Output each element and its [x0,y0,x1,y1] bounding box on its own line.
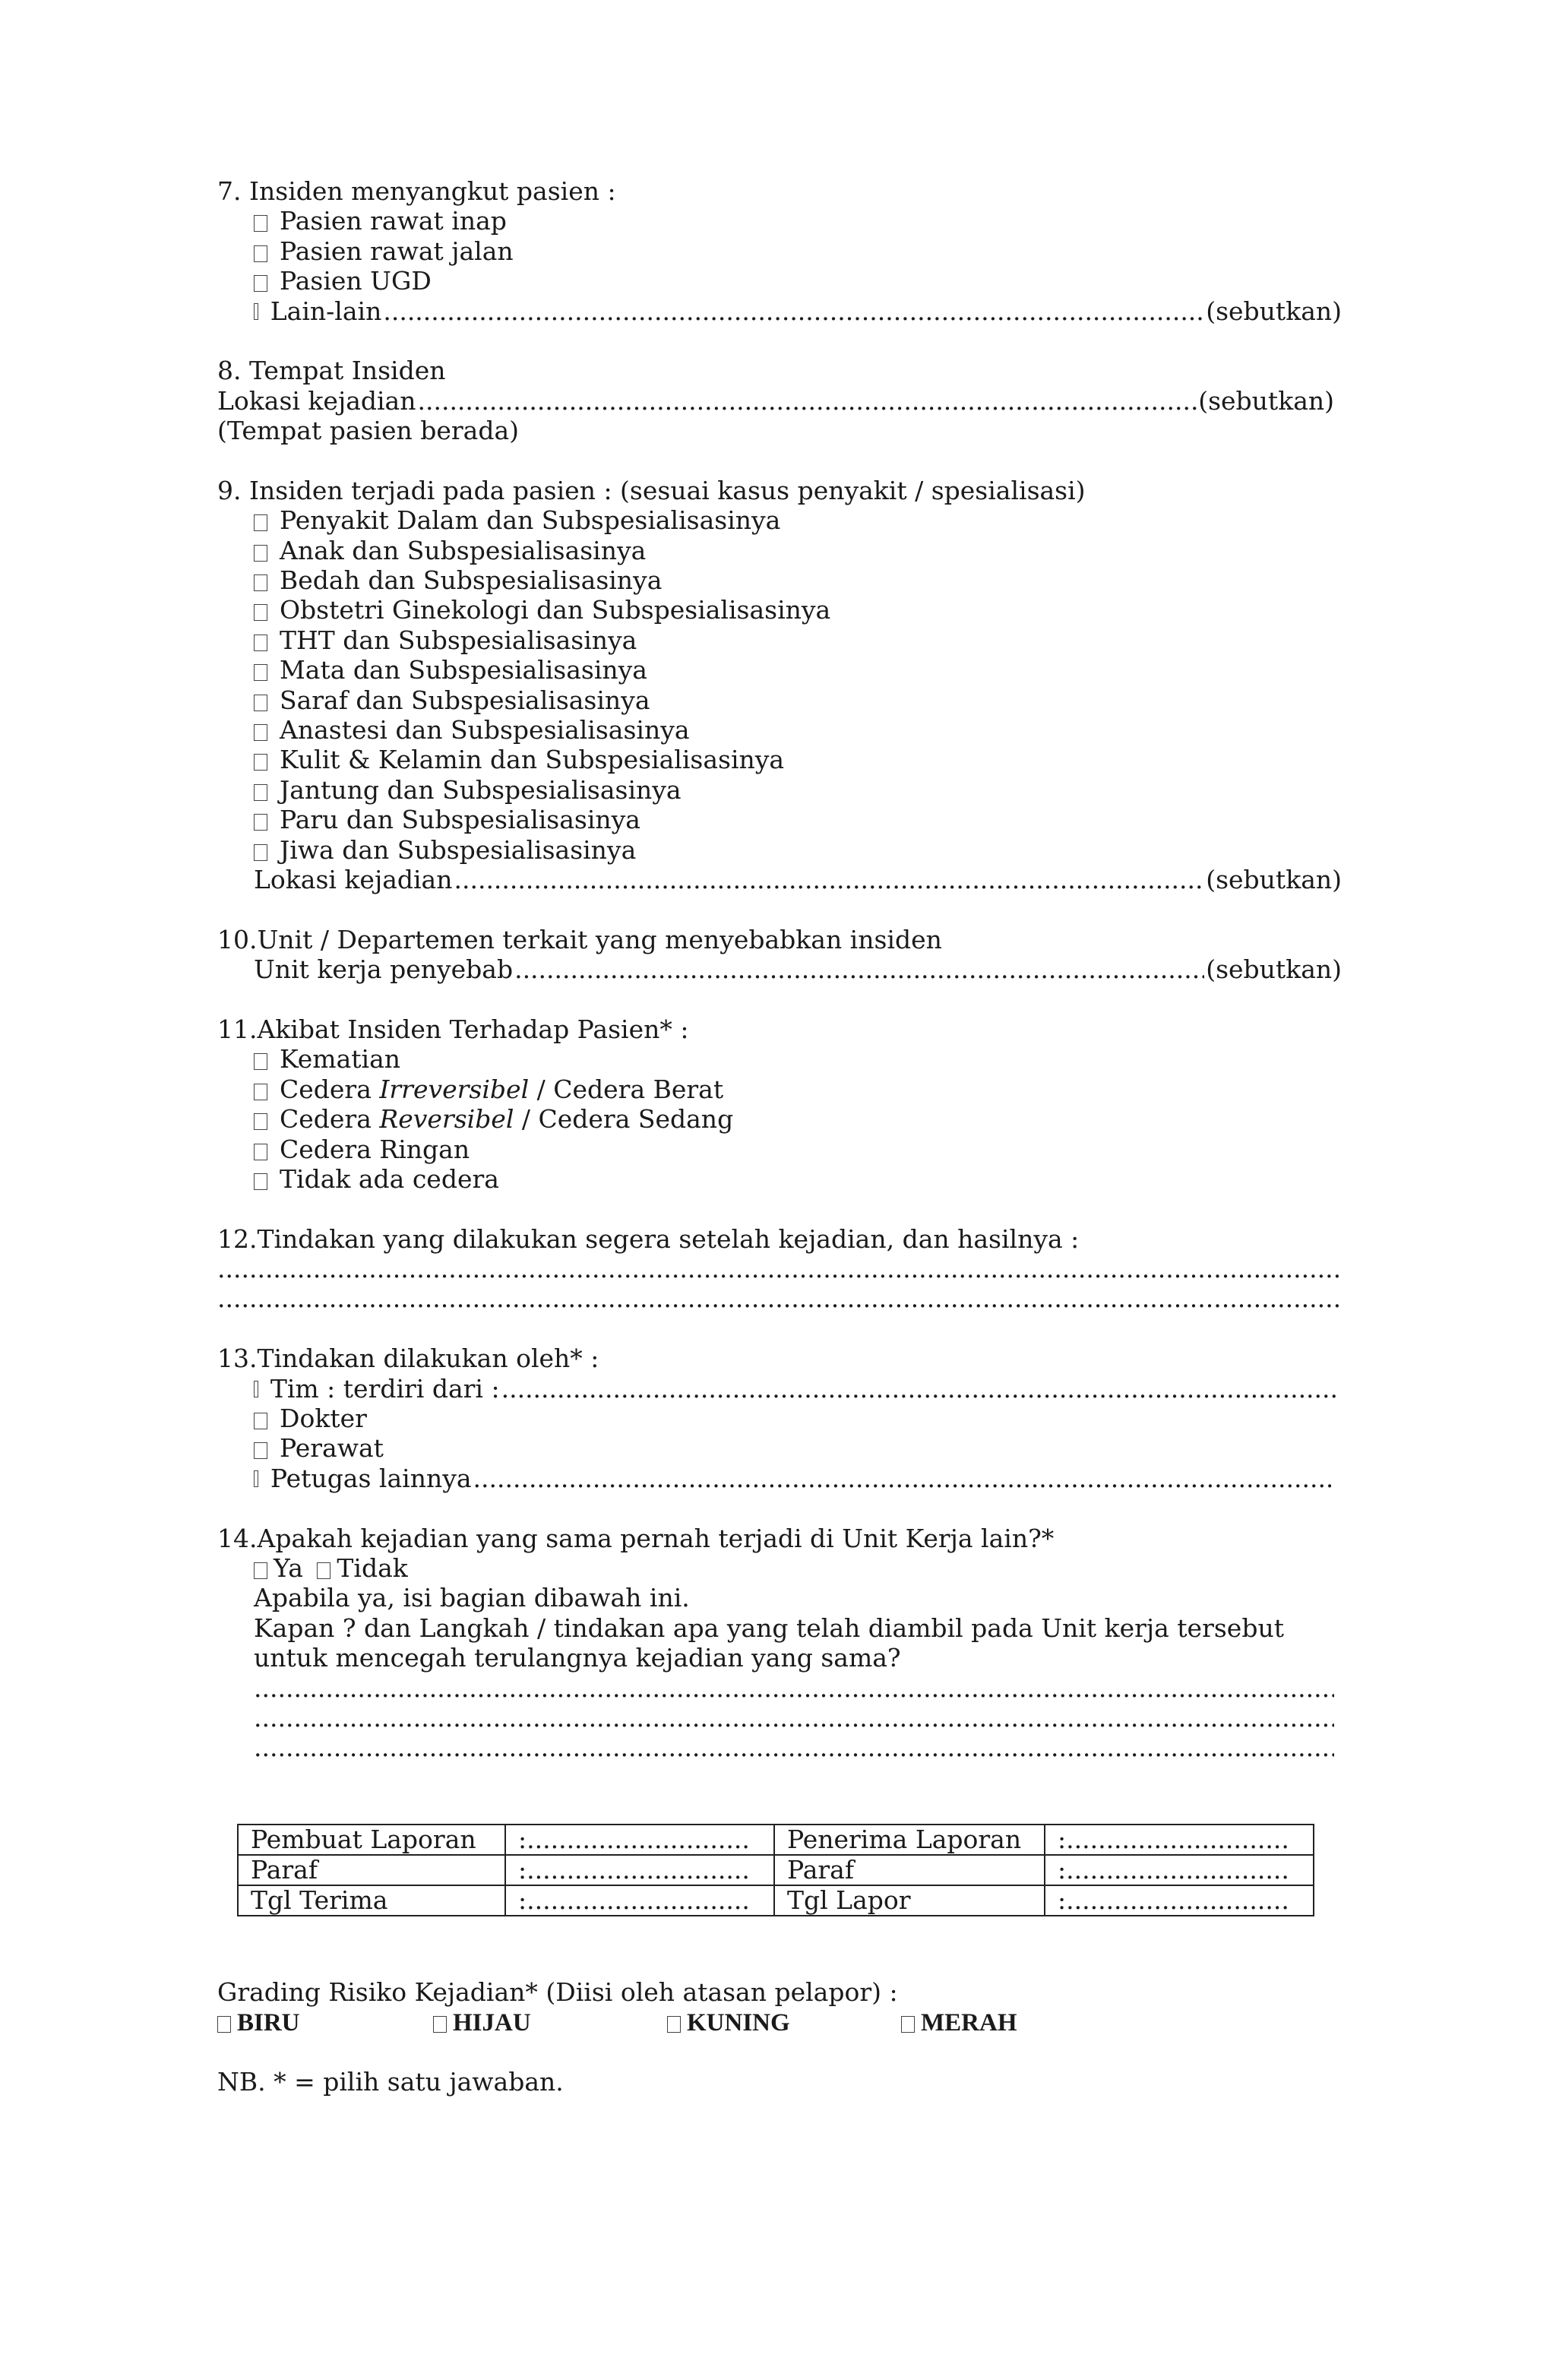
q14-no-label: Tidak [337,1552,408,1583]
q13-option[interactable] [217,1404,1342,1433]
grade-option-kuning[interactable] [667,2007,901,2038]
checkbox-icon[interactable] [254,1173,267,1190]
table-cell: Pembuat Laporan [238,1825,505,1855]
checkbox-icon[interactable] [317,1562,330,1579]
q7-other-field[interactable] [383,296,1204,326]
q14-question-line: Kapan ? dan Langkah / tindakan apa yang telah diambil pada Unit kerja tersebut [254,1613,1284,1643]
q13-team-field[interactable] [501,1374,1340,1404]
q13-team-option[interactable] [217,1374,1342,1404]
q8-location-field[interactable] [417,386,1197,416]
q7-title: 7. Insiden menyangkut pasien : [217,176,616,206]
footnote: NB. * = pilih satu jawaban. [217,2067,564,2097]
q8-note: (Tempat pasien berada) [217,416,520,446]
q11-option[interactable] [217,1135,1342,1164]
q7-option[interactable] [217,236,1342,266]
q9-option[interactable] [217,775,1342,805]
q7-option[interactable] [217,266,1342,296]
table-cell: Penerima Laporan [774,1825,1045,1855]
q9-option[interactable] [217,685,1342,715]
checkbox-icon[interactable] [217,2016,231,2033]
checkbox-icon[interactable] [433,2016,447,2033]
checkbox-icon[interactable] [254,245,267,262]
q11-option-label: Cedera Ringan [280,1134,470,1164]
q11-option-label-pre: Cedera [280,1074,380,1104]
grade-option-hijau[interactable] [433,2007,667,2038]
q11-option[interactable] [217,1164,1342,1194]
q14-answer-line[interactable] [217,1703,1334,1733]
q8-location-suffix: (sebutkan) [1198,385,1334,416]
q9-option[interactable] [217,536,1342,565]
q9-location-label: Lokasi kejadian [254,864,453,894]
q9-option-label: Anak dan Subspesialisasinya [280,535,647,565]
q9-option-label: Anastesi dan Subspesialisasinya [280,715,690,745]
checkbox-icon[interactable] [254,1470,258,1487]
q11-option[interactable] [217,1074,1342,1104]
table-cell-field[interactable]: :............................ [1045,1855,1314,1885]
table-cell: Tgl Terima [238,1885,505,1916]
q9-option[interactable] [217,565,1342,595]
q13-other-field[interactable] [473,1464,1331,1493]
q14-answer-line[interactable] [217,1673,1334,1703]
checkbox-icon[interactable] [254,1442,267,1459]
grading-section [217,1977,1017,2039]
q9-option[interactable] [217,625,1342,655]
checkbox-icon[interactable] [254,1144,267,1160]
table-row [238,1855,1314,1885]
q7-other-label: Lain-lain [270,296,382,326]
checkbox-icon[interactable] [254,303,258,320]
checkbox-icon[interactable] [254,635,267,651]
checkbox-icon[interactable] [254,545,267,562]
checkbox-icon[interactable] [254,604,267,621]
table-row [238,1825,1314,1855]
checkbox-icon[interactable] [254,1113,267,1130]
checkbox-icon[interactable] [254,514,267,531]
signature-table [237,1824,1314,1916]
q13-title: 13.Tindakan dilakukan oleh* : [217,1343,599,1374]
q9-option-label: Penyakit Dalam dan Subspesialisasinya [280,505,781,536]
incident-report-form [217,176,1342,1763]
q9-option-label: Paru dan Subspesialisasinya [280,805,640,835]
q7-other-option[interactable] [217,296,1342,326]
q14-yes-no [217,1553,1342,1583]
q10-unit-field[interactable] [514,954,1204,984]
q14-title: 14.Apakah kejadian yang sama pernah terjadi di Unit Kerja lain?* [217,1523,1055,1553]
checkbox-icon[interactable] [254,275,267,292]
table-cell: Paraf [238,1855,505,1885]
table-row [238,1885,1314,1916]
q9-location-suffix: (sebutkan) [1206,864,1342,894]
checkbox-icon[interactable] [254,1413,267,1429]
q11-option-label-italic: Reversibel [379,1104,514,1135]
q14-instruction: Apabila ya, isi bagian dibawah ini. [254,1583,690,1613]
checkbox-icon[interactable] [254,844,267,861]
q9-option[interactable] [217,835,1342,865]
grade-label: KUNING [687,2009,790,2037]
q7-other-suffix: (sebutkan) [1206,296,1342,326]
q10-unit-label: Unit kerja penyebab [254,954,514,985]
q13-other-option[interactable] [217,1464,1333,1493]
checkbox-icon[interactable] [254,695,267,711]
q12-title: 12.Tindakan yang dilakukan segera setelah kejadian, dan hasilnya : [217,1223,1080,1254]
q11-option-label-pre: Cedera [280,1104,380,1135]
q7-option-label: Pasien UGD [280,266,432,296]
q11-option[interactable] [217,1104,1342,1134]
q8-location-row [217,386,1334,416]
checkbox-icon[interactable] [254,215,267,232]
grading-options [217,2007,1017,2038]
q8-title: 8. Tempat Insiden [217,356,446,386]
q9-option-label: Jantung dan Subspesialisasinya [280,774,682,805]
q9-option-label: THT dan Subspesialisasinya [280,625,637,655]
grade-label: HIJAU [453,2009,531,2037]
q9-option-label: Kulit & Kelamin dan Subspesialisasinya [280,745,785,775]
q7-option-label: Pasien rawat jalan [280,236,514,266]
q9-option-label: Obstetri Ginekologi dan Subspesialisasinya [280,595,831,625]
q10-title: 10.Unit / Departemen terkait yang menyebabkan insiden [217,924,942,954]
checkbox-icon[interactable] [901,2016,915,2033]
table-cell-field[interactable]: :............................ [1045,1885,1314,1916]
table-cell-field[interactable]: :............................ [505,1855,774,1885]
q13-option-label: Perawat [280,1433,384,1464]
q9-option[interactable] [217,595,1342,625]
q9-option[interactable] [217,805,1342,834]
q13-other-label: Petugas lainnya [270,1463,472,1493]
q9-title: 9. Insiden terjadi pada pasien : (sesuai kasus penyakit / spesialisasi) [217,475,1086,505]
q12-answer-line[interactable] [217,1254,1339,1283]
q9-option-label: Mata dan Subspesialisasinya [280,655,647,685]
q14-yes-label: Ya [274,1552,303,1583]
q11-option-label-post: / Cedera Sedang [514,1104,734,1135]
table-cell-field[interactable]: :............................ [1045,1825,1314,1855]
q9-option[interactable] [217,715,1342,745]
q11-title: 11.Akibat Insiden Terhadap Pasien* : [217,1014,689,1044]
q11-option-label-italic: Irreversibel [379,1074,530,1104]
grading-title: Grading Risiko Kejadian* (Diisi oleh atasan pelapor) : [217,1977,898,2007]
q10-unit-suffix: (sebutkan) [1206,954,1342,985]
q7-option[interactable] [217,206,1342,236]
table-cell: Tgl Lapor [774,1885,1045,1916]
q9-option[interactable] [217,745,1342,774]
q13-team-label: Tim : terdiri dari : [270,1373,500,1404]
q9-location-row [217,865,1342,894]
q9-option[interactable] [217,655,1342,685]
checkbox-icon[interactable] [254,1084,267,1100]
table-cell-field[interactable]: :............................ [505,1885,774,1916]
table-cell-field[interactable]: :............................ [505,1825,774,1855]
q13-option-label: Dokter [280,1404,367,1434]
q11-option[interactable] [217,1044,1342,1074]
q9-location-field[interactable] [454,865,1204,894]
q11-option-label: Tidak ada cedera [280,1163,499,1194]
q14-answer-line[interactable] [217,1733,1334,1762]
q12-answer-line[interactable] [217,1283,1339,1313]
checkbox-icon[interactable] [254,1381,258,1397]
q9-option-label: Jiwa dan Subspesialisasinya [280,834,637,865]
checkbox-icon[interactable] [254,1562,267,1579]
q9-option-label: Bedah dan Subspesialisasinya [280,565,663,596]
grade-label: MERAH [921,2009,1017,2037]
checkbox-icon[interactable] [254,574,267,591]
q9-option[interactable] [217,505,1342,535]
q11-option-label: Kematian [280,1044,401,1074]
checkbox-icon[interactable] [667,2016,681,2033]
q10-unit-row [217,954,1342,984]
q7-option-label: Pasien rawat inap [280,206,507,236]
table-cell: Paraf [774,1855,1045,1885]
checkbox-icon[interactable] [254,784,267,801]
q14-question-line: untuk mencegah terulangnya kejadian yang sama? [254,1643,901,1673]
checkbox-icon[interactable] [254,1053,267,1070]
grade-label: BIRU [237,2009,300,2037]
checkbox-icon[interactable] [254,724,267,741]
grade-option-merah[interactable] [901,2007,1017,2038]
q9-option-label: Saraf dan Subspesialisasinya [280,685,650,715]
grade-option-biru[interactable] [217,2007,433,2038]
checkbox-icon[interactable] [254,754,267,771]
checkbox-icon[interactable] [254,664,267,681]
q13-option[interactable] [217,1433,1342,1463]
checkbox-icon[interactable] [254,814,267,831]
q11-option-label-post: / Cedera Berat [529,1074,724,1104]
q8-location-label: Lokasi kejadian [217,385,416,416]
